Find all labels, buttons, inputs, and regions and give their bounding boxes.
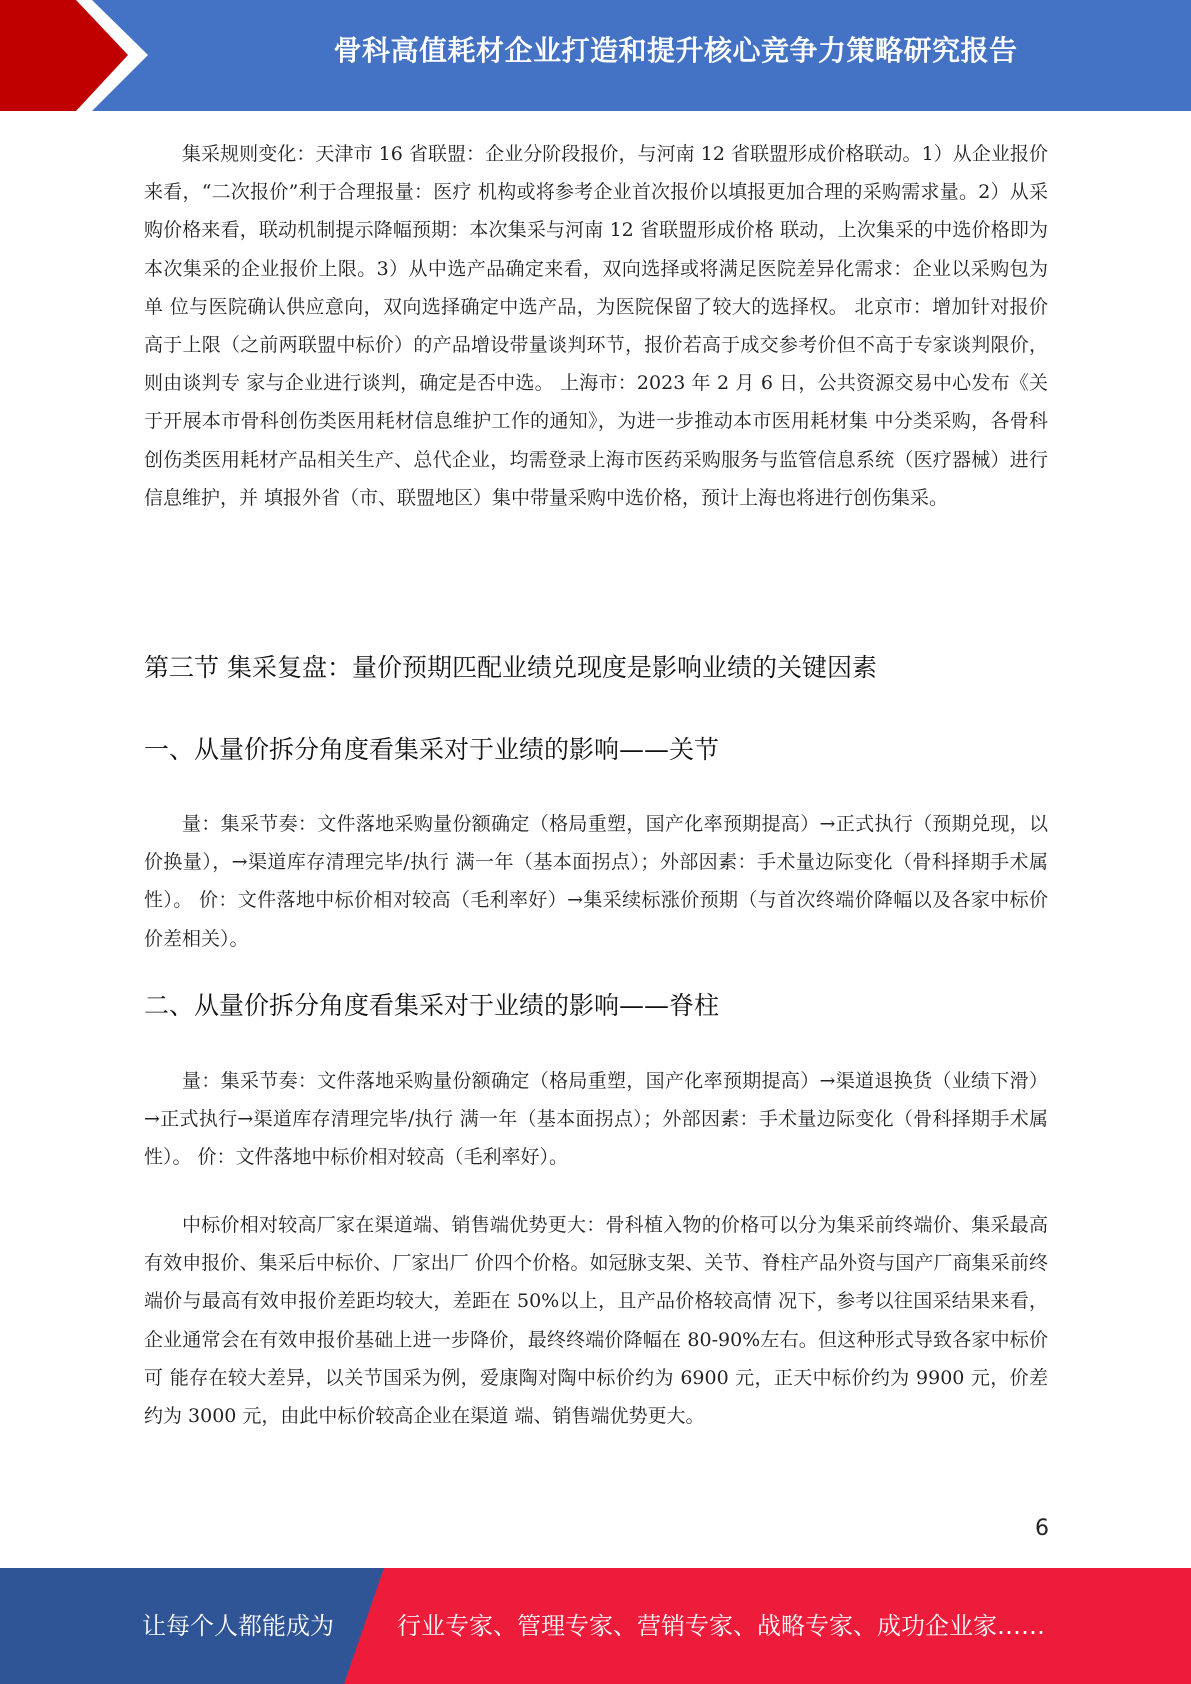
subsection-heading-spine: 二、从量价拆分角度看集采对于业绩的影响——脊柱 [144, 991, 720, 1020]
subsection-heading-joint: 一、从量价拆分角度看集采对于业绩的影响——关节 [144, 735, 720, 764]
footer-slogan-right: 行业专家、管理专家、营销专家、战略专家、成功企业家…… [397, 1612, 1045, 1640]
page-number: 6 [1035, 1516, 1049, 1541]
paragraph-joint-volume-price: 量：集采节奏：文件落地采购量份额确定（格局重塑，国产化率预期提高）→正式执行（预期兑现，以价换量），→渠道库存清理完毕/执行 满一年（基本面拐点）；外部因素：手术量边际变化（骨科择期手术属性）。 价：文件落地中标价相对较高（毛利率好）→集采续标涨价预期（与首次终端价降幅以及各家中标价价差相关）。 [144, 813, 1048, 950]
footer-slogan-left: 让每个人都能成为 [142, 1612, 334, 1640]
paragraph-winning-bid-advantage: 中标价相对较高厂家在渠道端、销售端优势更大：骨科植入物的价格可以分为集采前终端价、集采最高有效申报价、集采后中标价、厂家出厂 价四个价格。如冠脉支架、关节、脊柱产品外资与国产厂商集采前终端价与最高有效申报价差距均较大，差距在 50%以上，且产品价格较高情 况下，参考以往国采结果来看，企业通常会在有效申报价基础上进一步降价，最终终端价降幅在 80-90%左右。但这种形式导致各家中标价可 能存在较大差异，以关节国采为例，爱康陶对陶中标价约为 6900 元，正天中标价约为 9900 元，价差约为 3000 元，由此中标价较高企业在渠道 端、销售端优势更大。 [144, 1214, 1048, 1428]
header-arrow-accent [0, 0, 160, 111]
report-title: 骨科高值耗材企业打造和提升核心竞争力策略研究报告 [333, 34, 1018, 67]
paragraph-procurement-rules: 集采规则变化：天津市 16 省联盟：企业分阶段报价，与河南 12 省联盟形成价格联动。1）从企业报价来看，“二次报价”利于合理报量：医疗 机构或将参考企业首次报价以填报更加合理的采购需求量。2）从采购价格来看，联动机制提示降幅预期：本次集采与河南 12 省联盟形成价格 联动，上次集采的中选价格即为本次集采的企业报价上限。3）从中选产品确定来看，双向选择或将满足医院差异化需求：企业以采购包为单 位与医院确认供应意向，双向选择确定中选产品，为医院保留了较大的选择权。 北京市：增加针对报价高于上限（之前两联盟中标价）的产品增设带量谈判环节，报价若高于成交参考价但不高于专家谈判限价，则由谈判专 家与企业进行谈判，确定是否中选。 上海市：2023 年 2 月 6 日，公共资源交易中心发布《关于开展本市骨科创伤类医用耗材信息维护工作的通知》，为进一步推动本市医用耗材集 中分类采购，各骨科创伤类医用耗材产品相关生产、总代企业，均需登录上海市医药采购服务与监管信息系统（医疗器械）进行信息维护，并 填报外省（市、联盟地区）集中带量采购中选价格，预计上海也将进行创伤集采。 [144, 143, 1048, 509]
section-heading: 第三节 集采复盘：量价预期匹配业绩兑现度是影响业绩的关键因素 [144, 653, 877, 682]
paragraph-spine-volume-price: 量：集采节奏：文件落地采购量份额确定（格局重塑，国产化率预期提高）→渠道退换货（业绩下滑）→正式执行→渠道库存清理完毕/执行 满一年（基本面拐点）；外部因素：手术量边际变化（骨科择期手术属性）。 价：文件落地中标价相对较高（毛利率好）。 [144, 1070, 1048, 1169]
page-footer [0, 1568, 1191, 1684]
page-header [0, 0, 1191, 111]
